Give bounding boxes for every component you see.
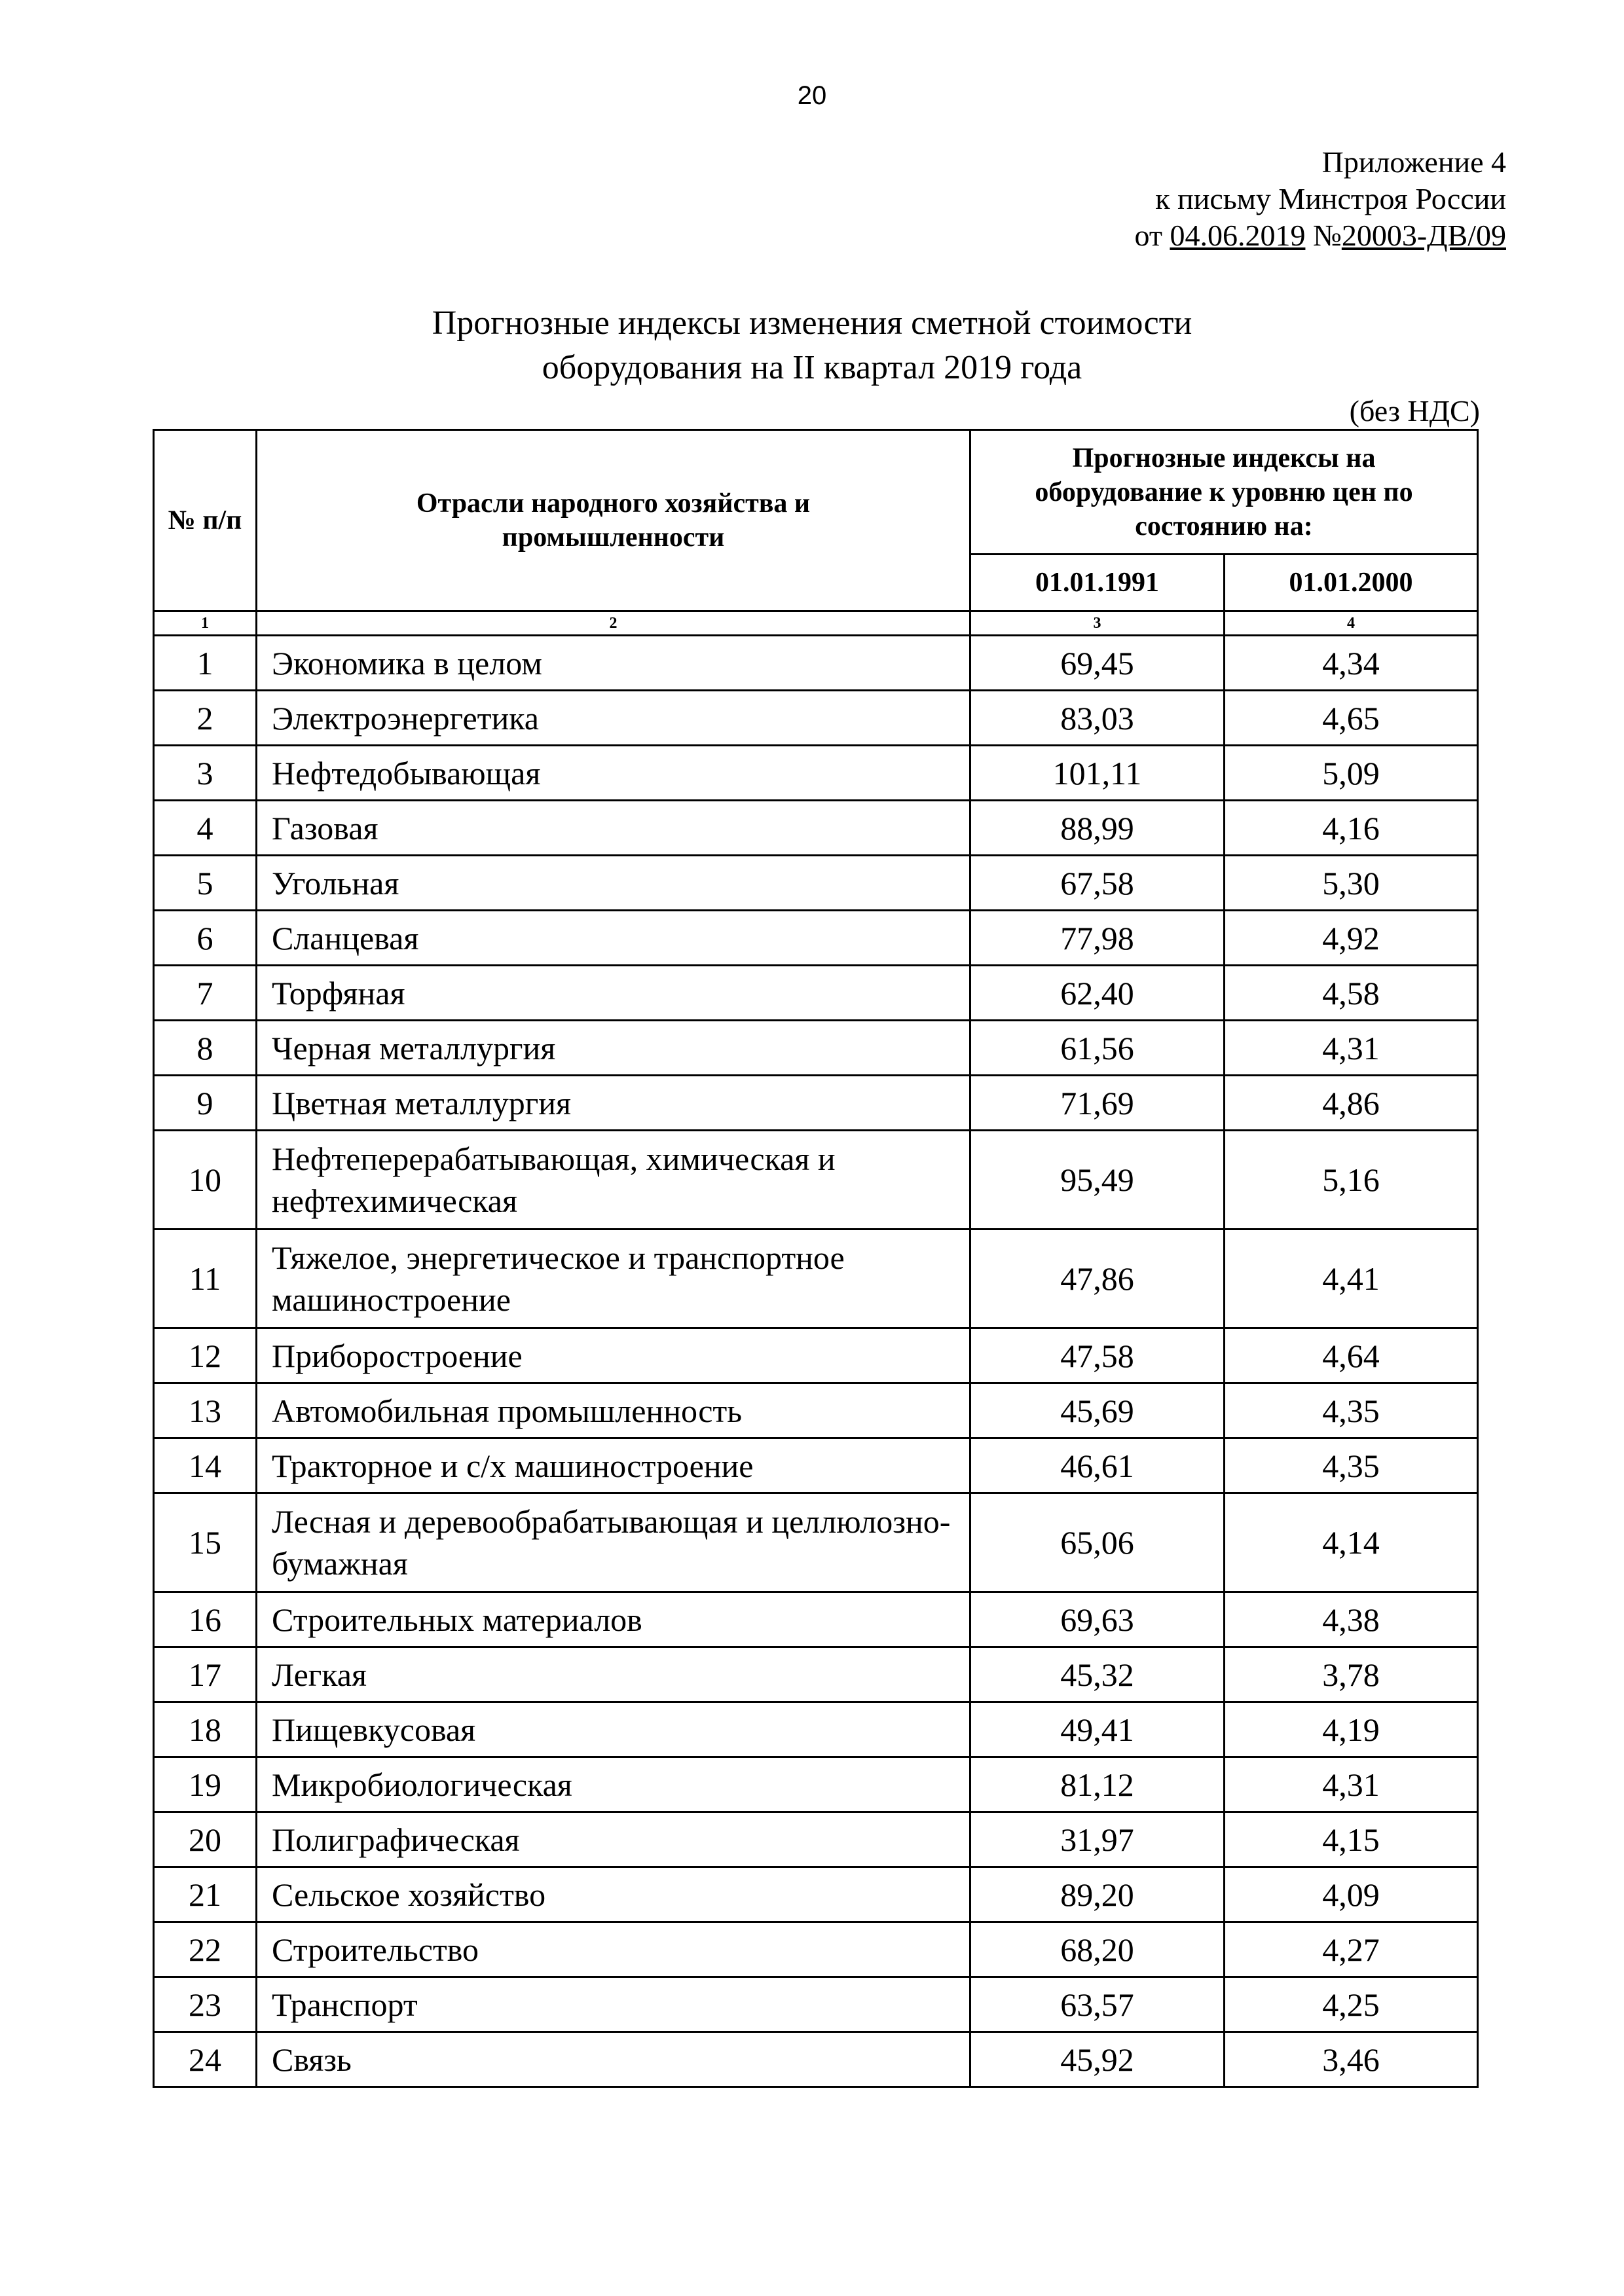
row-index-1991: 77,98 — [970, 911, 1225, 966]
column-number-row — [154, 611, 1478, 636]
table-row — [154, 1230, 1478, 1328]
header-index-group: Прогнозные индексы на оборудование к уровню цен по состоянию на: — [970, 430, 1478, 555]
row-index-2000: 4,31 — [1225, 1757, 1478, 1812]
table-row — [154, 1922, 1478, 1977]
row-number: 10 — [154, 1131, 257, 1230]
table-row — [154, 1383, 1478, 1438]
row-index-1991: 65,06 — [970, 1493, 1225, 1592]
row-industry: Сельское хозяйство — [257, 1867, 970, 1922]
table-row — [154, 636, 1478, 691]
row-industry: Полиграфическая — [257, 1812, 970, 1867]
header-number: № п/п — [154, 430, 257, 611]
row-industry: Строительство — [257, 1922, 970, 1977]
table-row — [154, 2032, 1478, 2087]
row-index-1991: 47,58 — [970, 1328, 1225, 1383]
row-index-2000: 5,16 — [1225, 1131, 1478, 1230]
row-industry: Сланцевая — [257, 911, 970, 966]
row-industry: Легкая — [257, 1647, 970, 1702]
row-number: 20 — [154, 1812, 257, 1867]
row-index-1991: 69,45 — [970, 636, 1225, 691]
row-number: 24 — [154, 2032, 257, 2087]
row-index-1991: 81,12 — [970, 1757, 1225, 1812]
table-row — [154, 1867, 1478, 1922]
row-index-1991: 69,63 — [970, 1592, 1225, 1647]
row-industry: Электроэнергетика — [257, 691, 970, 746]
row-industry: Цветная металлургия — [257, 1076, 970, 1131]
row-index-2000: 4,31 — [1225, 1021, 1478, 1076]
table-row — [154, 1438, 1478, 1493]
row-industry: Тракторное и с/х машиностроение — [257, 1438, 970, 1493]
row-index-1991: 45,32 — [970, 1647, 1225, 1702]
row-index-2000: 4,38 — [1225, 1592, 1478, 1647]
title-line-1: Прогнозные индексы изменения сметной стоимости — [432, 304, 1192, 342]
table-row — [154, 1647, 1478, 1702]
table-row — [154, 1592, 1478, 1647]
appendix-date: 04.06.2019 — [1170, 219, 1306, 252]
row-industry: Нефтеперерабатывающая, химическая и нефтехимическая — [257, 1131, 970, 1230]
table-row — [154, 1131, 1478, 1230]
appendix-prefix: от — [1134, 219, 1162, 252]
row-number: 23 — [154, 1977, 257, 2032]
table-body — [154, 636, 1478, 2087]
row-index-1991: 62,40 — [970, 966, 1225, 1021]
row-index-1991: 83,03 — [970, 691, 1225, 746]
table-row — [154, 1076, 1478, 1131]
row-index-1991: 68,20 — [970, 1922, 1225, 1977]
table-row — [154, 746, 1478, 801]
row-index-1991: 101,11 — [970, 746, 1225, 801]
row-index-1991: 67,58 — [970, 856, 1225, 911]
row-index-2000: 4,35 — [1225, 1438, 1478, 1493]
row-index-2000: 4,86 — [1225, 1076, 1478, 1131]
row-index-1991: 61,56 — [970, 1021, 1225, 1076]
header-date-2000: 01.01.2000 — [1225, 555, 1478, 611]
table-row — [154, 1702, 1478, 1757]
row-index-2000: 4,09 — [1225, 1867, 1478, 1922]
row-industry: Микробиологическая — [257, 1757, 970, 1812]
row-industry: Лесная и деревообрабатывающая и целлюлозно-бумажная — [257, 1493, 970, 1592]
row-number: 6 — [154, 911, 257, 966]
row-index-2000: 5,30 — [1225, 856, 1478, 911]
row-industry: Приборостроение — [257, 1328, 970, 1383]
row-number: 19 — [154, 1757, 257, 1812]
row-number: 16 — [154, 1592, 257, 1647]
table-row — [154, 856, 1478, 911]
row-number: 8 — [154, 1021, 257, 1076]
row-industry: Торфяная — [257, 966, 970, 1021]
title-line-2: оборудования на II квартал 2019 года — [542, 349, 1082, 386]
row-number: 2 — [154, 691, 257, 746]
table-row — [154, 691, 1478, 746]
row-index-2000: 4,19 — [1225, 1702, 1478, 1757]
row-number: 11 — [154, 1230, 257, 1328]
row-index-1991: 71,69 — [970, 1076, 1225, 1131]
row-index-1991: 31,97 — [970, 1812, 1225, 1867]
row-index-1991: 63,57 — [970, 1977, 1225, 2032]
row-index-2000: 3,78 — [1225, 1647, 1478, 1702]
row-number: 14 — [154, 1438, 257, 1493]
header-date-1991: 01.01.1991 — [970, 555, 1225, 611]
row-index-1991: 88,99 — [970, 801, 1225, 856]
row-index-2000: 4,58 — [1225, 966, 1478, 1021]
row-number: 13 — [154, 1383, 257, 1438]
row-index-2000: 4,41 — [1225, 1230, 1478, 1328]
row-number: 5 — [154, 856, 257, 911]
table-row — [154, 1328, 1478, 1383]
column-number: 3 — [970, 611, 1225, 636]
row-industry: Связь — [257, 2032, 970, 2087]
table-row — [154, 1812, 1478, 1867]
row-industry: Автомобильная промышленность — [257, 1383, 970, 1438]
table-row — [154, 911, 1478, 966]
appendix-number-sign: № — [1312, 219, 1342, 252]
row-index-2000: 4,92 — [1225, 911, 1478, 966]
row-index-1991: 89,20 — [970, 1867, 1225, 1922]
document-title — [196, 301, 1428, 390]
table-row — [154, 1757, 1478, 1812]
row-industry: Экономика в целом — [257, 636, 970, 691]
row-index-1991: 95,49 — [970, 1131, 1225, 1230]
table-row — [154, 966, 1478, 1021]
row-index-2000: 4,65 — [1225, 691, 1478, 746]
row-index-1991: 47,86 — [970, 1230, 1225, 1328]
row-number: 22 — [154, 1922, 257, 1977]
row-number: 9 — [154, 1076, 257, 1131]
row-number: 12 — [154, 1328, 257, 1383]
row-index-1991: 49,41 — [970, 1702, 1225, 1757]
row-number: 1 — [154, 636, 257, 691]
appendix-line-1: Приложение 4 — [1321, 145, 1506, 179]
page-number: 20 — [797, 81, 827, 110]
row-index-1991: 46,61 — [970, 1438, 1225, 1493]
row-index-2000: 5,09 — [1225, 746, 1478, 801]
row-index-2000: 4,34 — [1225, 636, 1478, 691]
index-table — [153, 429, 1479, 2088]
row-number: 15 — [154, 1493, 257, 1592]
row-industry: Угольная — [257, 856, 970, 911]
row-index-1991: 45,92 — [970, 2032, 1225, 2087]
row-industry: Строительных материалов — [257, 1592, 970, 1647]
appendix-reference: 20003-ДВ/09 — [1341, 219, 1506, 252]
row-index-2000: 4,16 — [1225, 801, 1478, 856]
row-number: 3 — [154, 746, 257, 801]
row-industry: Транспорт — [257, 1977, 970, 2032]
column-number: 4 — [1225, 611, 1478, 636]
appendix-block — [930, 144, 1506, 254]
table-row — [154, 1021, 1478, 1076]
row-number: 17 — [154, 1647, 257, 1702]
row-industry: Пищевкусовая — [257, 1702, 970, 1757]
appendix-line-3 — [930, 217, 1506, 254]
row-industry: Тяжелое, энергетическое и транспортное машиностроение — [257, 1230, 970, 1328]
row-industry: Газовая — [257, 801, 970, 856]
column-number: 2 — [257, 611, 970, 636]
appendix-line-2: к письму Минстроя России — [1155, 182, 1506, 215]
row-industry: Черная металлургия — [257, 1021, 970, 1076]
table-row — [154, 1977, 1478, 2032]
row-index-2000: 3,46 — [1225, 2032, 1478, 2087]
row-number: 18 — [154, 1702, 257, 1757]
row-number: 7 — [154, 966, 257, 1021]
row-index-2000: 4,25 — [1225, 1977, 1478, 2032]
table-row — [154, 801, 1478, 856]
row-index-1991: 45,69 — [970, 1383, 1225, 1438]
row-index-2000: 4,64 — [1225, 1328, 1478, 1383]
row-number: 4 — [154, 801, 257, 856]
header-industry: Отрасли народного хозяйства и промышленности — [257, 430, 970, 611]
column-number: 1 — [154, 611, 257, 636]
row-index-2000: 4,35 — [1225, 1383, 1478, 1438]
row-index-2000: 4,27 — [1225, 1922, 1478, 1977]
row-index-2000: 4,15 — [1225, 1812, 1478, 1867]
table-row — [154, 1493, 1478, 1592]
vat-note: (без НДС) — [1349, 394, 1480, 428]
row-number: 21 — [154, 1867, 257, 1922]
row-index-2000: 4,14 — [1225, 1493, 1478, 1592]
row-industry: Нефтедобывающая — [257, 746, 970, 801]
